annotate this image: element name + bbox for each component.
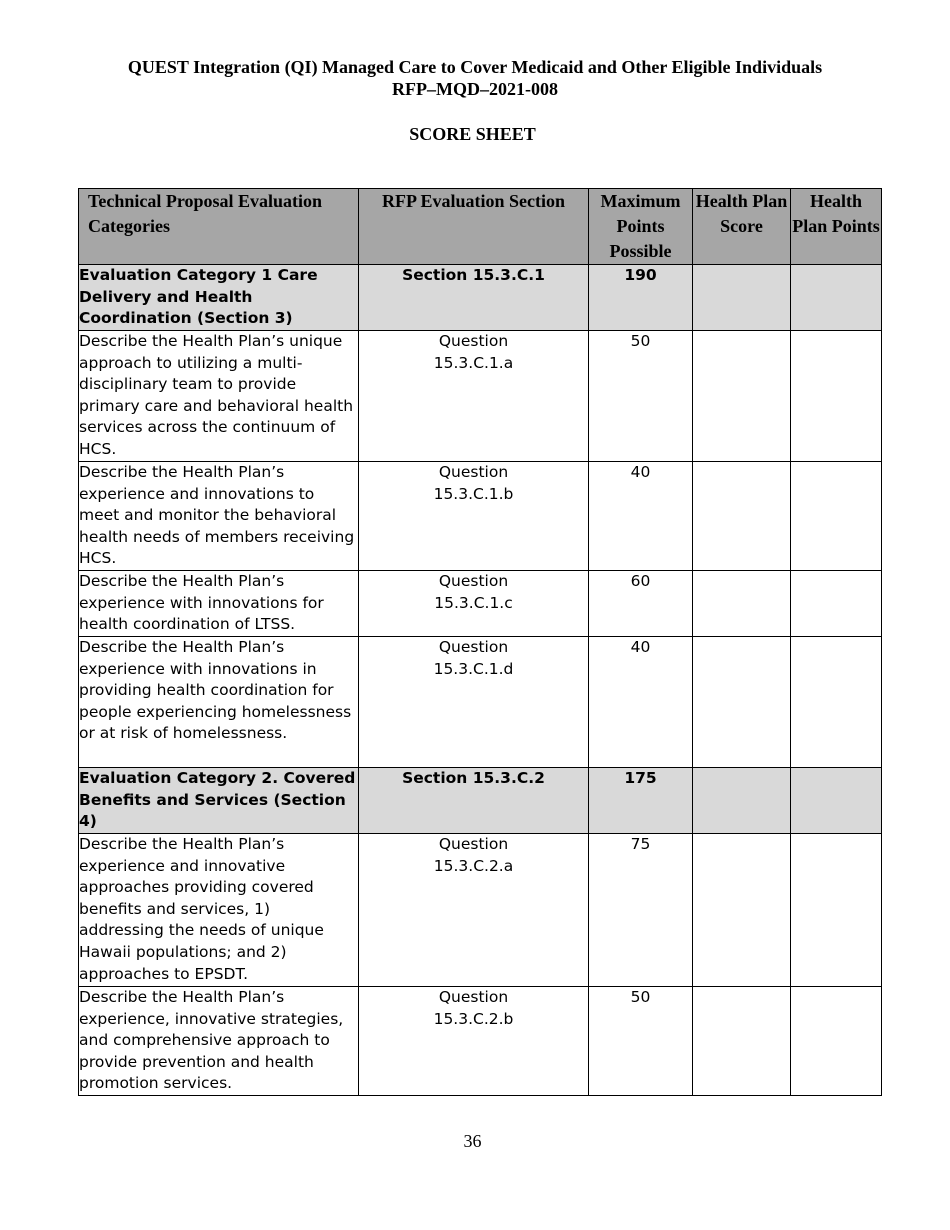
row-points: [791, 768, 882, 834]
title-line-2: RFP–MQD–2021-008: [392, 79, 558, 99]
row-max-points: 40: [589, 637, 693, 768]
row-section: Question 15.3.C.1.a: [359, 331, 589, 462]
table-row: [79, 462, 882, 571]
row-score: [693, 834, 791, 987]
row-section: Question 15.3.C.1.d: [359, 637, 589, 768]
row-description: Describe the Health Plan’s experience and innovations to meet and monitor the behavioral health needs of members receiving HCS.: [79, 462, 359, 571]
table-row-category-2: [79, 768, 882, 834]
row-max-points: 50: [589, 331, 693, 462]
row-max-points: 75: [589, 834, 693, 987]
header-points: Health Plan Points: [791, 189, 882, 265]
title-line-1: QUEST Integration (QI) Managed Care to Cover Medicaid and Other Eligible Individuals: [127, 57, 823, 77]
row-points: [791, 571, 882, 637]
row-description: Describe the Health Plan’s experience with innovations in providing health coordination for people experiencing homelessness or at risk of homelessness.: [79, 637, 359, 768]
row-points: [791, 637, 882, 768]
row-section: Question 15.3.C.1.b: [359, 462, 589, 571]
header-categories: Technical Proposal Evaluation Categories: [79, 189, 359, 265]
table-row: [79, 331, 882, 462]
row-score: [693, 768, 791, 834]
header-score: Health Plan Score: [693, 189, 791, 265]
row-section: Section 15.3.C.1: [359, 265, 589, 331]
row-max-points: 60: [589, 571, 693, 637]
row-points: [791, 265, 882, 331]
score-sheet-heading: SCORE SHEET: [409, 124, 536, 144]
row-description: Evaluation Category 2. Covered Benefits and Services (Section 4): [79, 768, 359, 834]
table-row: [79, 571, 882, 637]
row-points: [791, 834, 882, 987]
table-row: [79, 637, 882, 768]
table-row: [79, 834, 882, 987]
row-max-points: 40: [589, 462, 693, 571]
row-section: Question 15.3.C.2.a: [359, 834, 589, 987]
document-title: [0, 56, 950, 100]
row-max-points: 175: [589, 768, 693, 834]
table-header-row: [79, 189, 882, 265]
header-section: RFP Evaluation Section: [359, 189, 589, 265]
row-description: Describe the Health Plan’s unique approach to utilizing a multi-disciplinary team to provide primary care and behavioral health services across the continuum of HCS.: [79, 331, 359, 462]
score-sheet-table: [78, 188, 882, 1096]
row-section: Question 15.3.C.1.c: [359, 571, 589, 637]
row-points: [791, 987, 882, 1096]
row-score: [693, 571, 791, 637]
row-score: [693, 265, 791, 331]
header-max-points: Maximum Points Possible: [589, 189, 693, 265]
row-section: Section 15.3.C.2: [359, 768, 589, 834]
row-score: [693, 462, 791, 571]
table-row: [79, 987, 882, 1096]
row-score: [693, 331, 791, 462]
row-description: Describe the Health Plan’s experience with innovations for health coordination of LTSS.: [79, 571, 359, 637]
row-max-points: 190: [589, 265, 693, 331]
row-points: [791, 462, 882, 571]
row-points: [791, 331, 882, 462]
page-number: 36: [463, 1131, 482, 1151]
row-section: Question 15.3.C.2.b: [359, 987, 589, 1096]
row-score: [693, 637, 791, 768]
row-description: Describe the Health Plan’s experience, innovative strategies, and comprehensive approach to provide prevention and health promotion services.: [79, 987, 359, 1096]
table-row-category-1: [79, 265, 882, 331]
row-description: Evaluation Category 1 Care Delivery and Health Coordination (Section 3): [79, 265, 359, 331]
row-max-points: 50: [589, 987, 693, 1096]
row-description: Describe the Health Plan’s experience and innovative approaches providing covered benefits and services, 1) addressing the needs of unique Hawaii populations; and 2) approaches to EPSDT.: [79, 834, 359, 987]
row-score: [693, 987, 791, 1096]
